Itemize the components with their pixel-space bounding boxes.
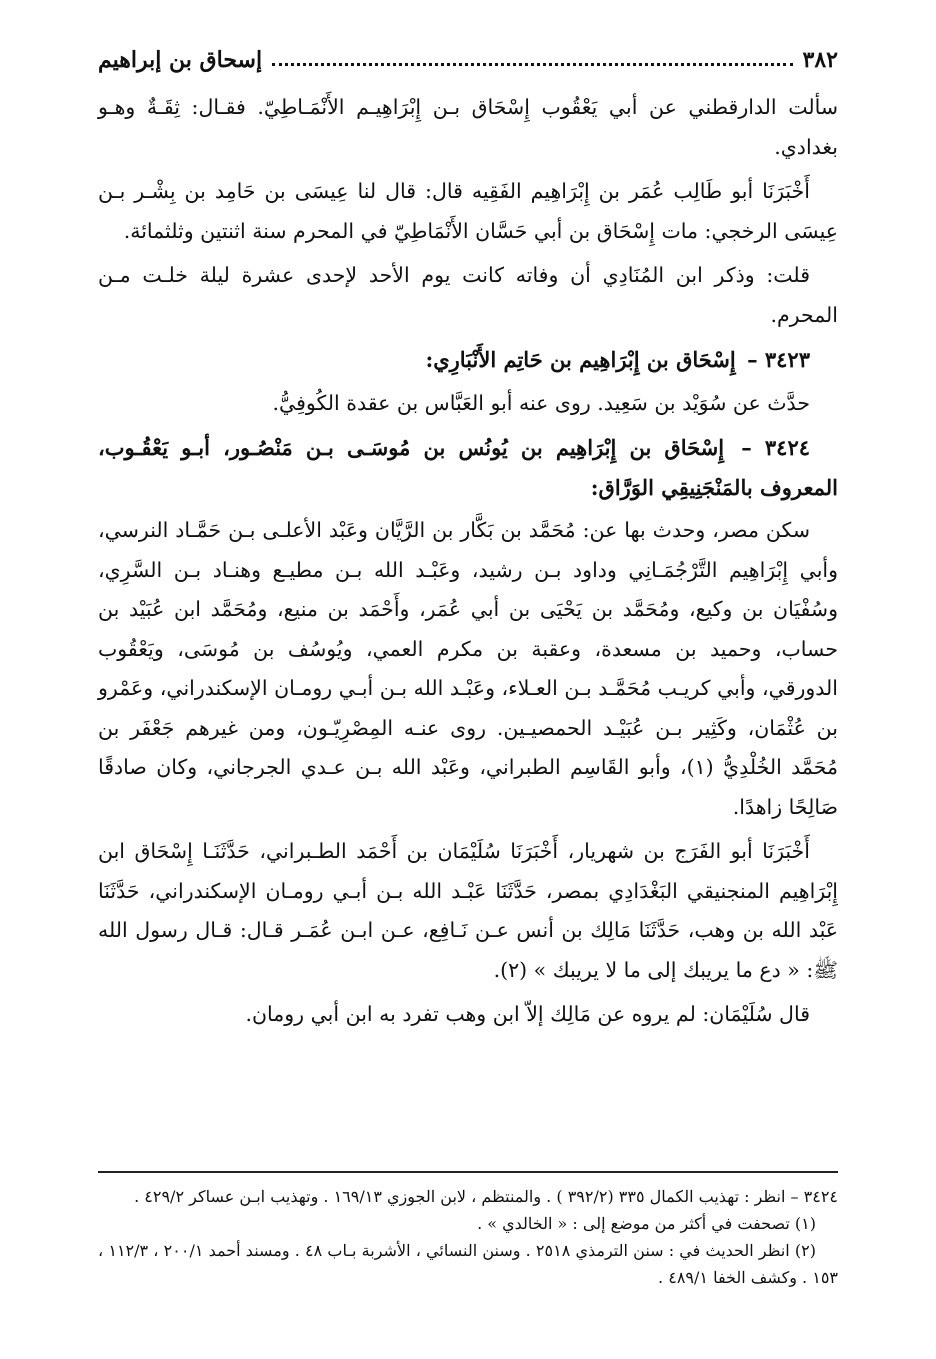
- footnote-divider: [98, 1171, 838, 1173]
- header-dot-leader: [272, 63, 792, 66]
- paragraph: أَخْبَرَنَا أبو طَالِب عُمَر بن إِبْرَاهِيم الفَقِيه قال: قال لنا عِيسَى بن حَامِد بن بِشْـر بـن عِيسَى الرخجي: مات إِسْحَاق بن أبي حَسَّان الأَنْمَاطِيّ في المحرم سنة اثنتين وثلثمائة.: [98, 179, 838, 243]
- entry-number: ٣٤٢٤ –: [741, 435, 811, 460]
- running-title: إسحاق بن إبراهيم: [98, 47, 263, 73]
- footnotes: [98, 1183, 838, 1291]
- footnote-1: (١) تصحفت في أكثر من موضع إلى : « الخالدي » .: [477, 1214, 816, 1233]
- entry-number: ٣٤٢٣ –: [747, 347, 810, 372]
- page-number: ٣٨٢: [802, 47, 838, 73]
- paragraph: سكن مصر، وحدث بها عن: مُحَمَّد بن بَكَّار بن الرَّيَّان وعَبْد الأعلـى بـن حَمَّـاد النرسي، وأبي إِبْرَاهِيم التَّرْجُمَـانِي وداود بـن رشيد، وعَبْـد الله بـن مطيـع وهنـاد بـن السَّرِي، وسُفْيَان بن وكيع، ومُحَمَّد بن يَحْيَى بن أبي عُمَر، وأَحْمَد بن منيع، ومُحَمَّد ابن عُبَيْد بن حساب، وحميد بن مسعدة، وعقبة بن مكرم العمي، ويُوسُف بن مُوسَى، ويَعْقُوب الدورقي، وأبي كريـب مُحَمَّـد بـن العـلاء، وعَبْـد الله بـن أبـي رومـان الإسكندراني، وعَمْرو بن عُثْمَان، وكَثِير بـن عُبَيْـد الحمصيـين. روى عنـه المِصْرِيّـون، ومن غيرهم جَعْفَر بن مُحَمَّد الخُلْدِيُّ (١)، وأبو القَاسِم الطبراني، وعَبْد الله بـن عـدي الجرجاني، وكان صادقًا صَالِحًا زاهدًا.: [98, 518, 838, 819]
- paragraph: حدَّث عن سُوَيْد بن سَعِيد. روى عنه أبو العَبَّاس بن عقدة الكُوفِيُّ.: [272, 390, 810, 415]
- footnote-2: (٢) انظر الحديث في : سنن الترمذي ٢٥١٨ . وسنن النسائي ، الأشربة بـاب ٤٨ . ومسند أحمد ٢٠٠/١ ، ١١٢/٣ ، ١٥٣ . وكشف الخفا ٤٨٩/١ .: [98, 1241, 838, 1287]
- footnote-entry: ٣٤٢٤ – انظر : تهذيب الكمال ٣٣٥ (٣٩٢/٢ ) . والمنتظم ، لابن الجوزي ١٦٩/١٣ . وتهذيب ابـن عساكر ٤٢٩/٢ .: [134, 1187, 838, 1206]
- page-header: [98, 42, 838, 78]
- entry-heading: [98, 428, 838, 507]
- paragraph: قال سُلَيْمَان: لم يروه عن مَالِك إلاّ ابن وهب تفرد به ابن أبي رومان.: [245, 1002, 810, 1026]
- entry-title: إِسْحَاق بن إِبْرَاهِيم بن يُونُس بن مُوسَـى بـن مَنْصُـور، أبـو يَعْقُـوب، المعروف بالمَنْجَنِيقِي الوَرَّاق:: [98, 435, 838, 500]
- paragraph: قلت: وذكر ابن المُنَادِي أن وفاته كانت يوم الأحد لإحدى عشرة ليلة خلـت مـن المحرم.: [98, 263, 838, 327]
- entry-title: إِسْحَاق بن إِبْرَاهِيم بن حَاتِم الأَنْبَارِي:: [425, 347, 736, 372]
- main-text: [98, 88, 838, 1040]
- paragraph: أَخْبَرَنَا أبو الفَرَج بن شهريار، أَخْبَرَنَا سُلَيْمَان بن أَحْمَد الطـبراني، حَدَّثَنَـا إِسْحَاق ابن إِبْرَاهِيم المنجنيقي البَغْدَادِي بمصر، حَدَّثَنَا عَبْـد الله بـن أبـي رومـان الإسكندراني، حَدَّثَنَا عَبْد الله بن وهب، حَدَّثَنَا مَالِك بن أنس عـن نَـافِع، عـن ابـن عُمَـر قـال: قـال رسول الله ﷺ: « دع ما يريبك إلى ما لا يريبك » (٢).: [98, 839, 838, 982]
- paragraph: سألت الدارقطني عن أبي يَعْقُوب إِسْحَاق بـن إِبْرَاهِيـم الأَنْمَـاطِيّ. فقـال: ثِقَـةٌ وهـو بغدادي.: [98, 95, 838, 159]
- entry-heading: [98, 340, 838, 380]
